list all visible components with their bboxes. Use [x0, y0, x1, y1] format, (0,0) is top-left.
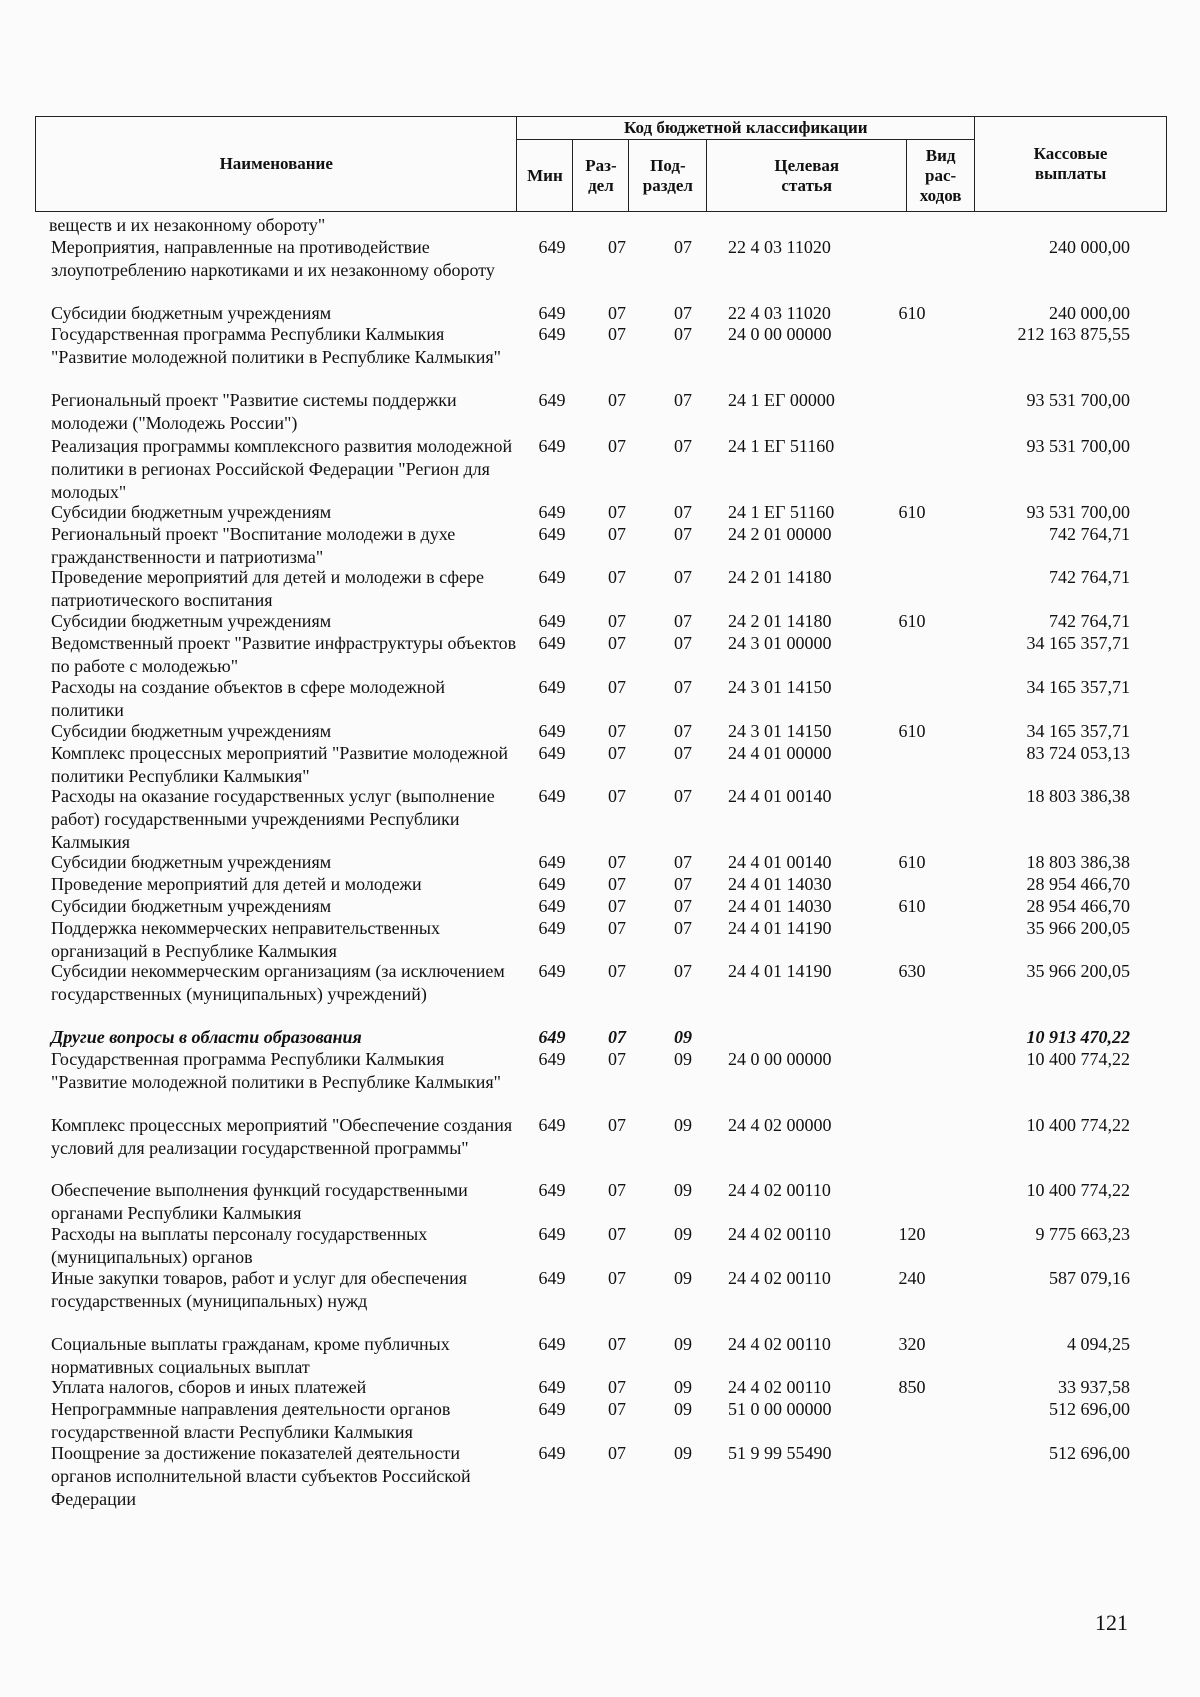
row-razdel: 07: [608, 1333, 626, 1354]
table-row: [0, 1179, 1200, 1223]
row-amount: 93 531 700,00: [1026, 390, 1130, 411]
row-vid: 610: [898, 895, 926, 916]
row-min: 649: [538, 1333, 566, 1354]
row-podrazdel: 07: [674, 917, 692, 938]
row-razdel: 07: [608, 720, 626, 741]
row-razdel: 07: [608, 523, 626, 544]
row-podrazdel: 07: [674, 676, 692, 697]
table-row: [0, 960, 1200, 1026]
row-podrazdel: 07: [674, 720, 692, 741]
row-amount: 34 165 357,71: [1026, 720, 1130, 741]
row-amount: 28 954 466,70: [1026, 873, 1130, 894]
row-podrazdel: 09: [674, 1443, 692, 1464]
row-amount: 35 966 200,05: [1026, 961, 1130, 982]
row-statya: 24 4 02 00000: [728, 1114, 832, 1135]
table-row: [0, 1026, 1200, 1048]
row-podrazdel: 07: [674, 786, 692, 807]
row-razdel: 07: [608, 676, 626, 697]
row-min: 649: [538, 720, 566, 741]
table-row: [0, 1267, 1200, 1333]
row-min: 649: [538, 873, 566, 894]
row-name: Субсидии некоммерческим организациям (за исключением государственных (муниципальных) учреждений): [51, 961, 505, 1005]
row-name: веществ и их незаконному обороту": [49, 215, 326, 235]
row-statya: 24 4 01 14190: [728, 917, 832, 938]
header-podrazdel: Под- раздел: [629, 140, 707, 212]
row-name: Региональный проект "Развитие системы поддержки молодежи ("Молодежь России"): [51, 390, 457, 434]
row-amount: 240 000,00: [1049, 302, 1130, 323]
row-amount: 587 079,16: [1049, 1268, 1130, 1288]
table-body: [0, 214, 1200, 1508]
row-vid: 320: [898, 1333, 926, 1354]
row-statya: 24 4 02 00110: [728, 1224, 831, 1245]
header-kbk: Код бюджетной классификации: [517, 117, 975, 140]
header-name: Наименование: [36, 117, 517, 212]
row-statya: 51 9 99 55490: [728, 1443, 832, 1464]
row-vid: 630: [898, 961, 926, 982]
row-name: Комплекс процессных мероприятий "Развитие молодежной политики Республики Калмыкия": [51, 742, 509, 786]
row-min: 649: [538, 501, 566, 522]
row-podrazdel: 07: [674, 851, 692, 872]
row-name: Поддержка некоммерческих неправительственных организаций в Республике Калмыкия: [51, 917, 440, 961]
row-podrazdel: 07: [674, 611, 692, 632]
table-row: [0, 1333, 1200, 1377]
row-razdel: 07: [608, 501, 626, 522]
header-razdel: Раз- дел: [573, 140, 629, 212]
row-razdel: 07: [608, 1114, 626, 1135]
row-min: 649: [538, 1443, 566, 1464]
row-podrazdel: 07: [674, 523, 692, 544]
row-min: 649: [538, 523, 566, 544]
row-statya: 24 0 00 00000: [728, 1049, 832, 1070]
row-vid: 610: [898, 851, 926, 872]
row-vid: 240: [898, 1268, 926, 1288]
row-name: Субсидии бюджетным учреждениям: [51, 501, 332, 522]
row-name: Непрограммные направления деятельности органов государственной власти Республики Калмыкия: [51, 1399, 451, 1443]
row-vid: 610: [898, 720, 926, 741]
row-amount: 28 954 466,70: [1026, 895, 1130, 916]
table-row: [0, 523, 1200, 567]
row-min: 649: [538, 611, 566, 632]
row-podrazdel: 07: [674, 961, 692, 982]
row-razdel: 07: [608, 1268, 626, 1288]
row-statya: 24 4 01 14030: [728, 873, 832, 894]
row-podrazdel: 07: [674, 895, 692, 916]
header-vyplaty: Кассовые выплаты: [975, 117, 1167, 212]
row-amount: 212 163 875,55: [1017, 324, 1130, 345]
row-razdel: 07: [608, 633, 626, 654]
row-name: Обеспечение выполнения функций государственными органами Республики Калмыкия: [51, 1180, 468, 1224]
row-razdel: 07: [608, 1027, 626, 1048]
row-amount: 18 803 386,38: [1026, 786, 1130, 807]
header-min: Мин: [517, 140, 573, 212]
row-amount: 83 724 053,13: [1026, 742, 1130, 763]
row-statya: 24 4 01 00140: [728, 786, 832, 807]
row-podrazdel: 07: [674, 633, 692, 654]
row-statya: 24 4 01 14030: [728, 895, 832, 916]
row-name: Региональный проект "Воспитание молодежи в духе гражданственности и патриотизма": [51, 523, 456, 567]
table-row: [0, 632, 1200, 676]
row-statya: 24 0 00 00000: [728, 324, 832, 345]
row-name: Субсидии бюджетным учреждениям: [51, 720, 332, 741]
row-name: Государственная программа Республики Калмыкия "Развитие молодежной политики в Республике Калмыкия": [51, 1049, 502, 1093]
row-min: 649: [538, 390, 566, 411]
row-statya: 24 2 01 14180: [728, 567, 832, 588]
row-statya: 24 3 01 14150: [728, 676, 832, 697]
row-razdel: 07: [608, 851, 626, 872]
row-podrazdel: 07: [674, 435, 692, 456]
row-min: 649: [538, 1114, 566, 1135]
row-podrazdel: 09: [674, 1180, 692, 1201]
table-header: [35, 116, 1167, 212]
row-min: 649: [538, 961, 566, 982]
row-name: Государственная программа Республики Калмыкия "Развитие молодежной политики в Республике Калмыкия": [51, 324, 502, 368]
row-podrazdel: 09: [674, 1224, 692, 1245]
row-name: Расходы на оказание государственных услуг (выполнение работ) государственными учреждениями Республики Калмыкия: [51, 786, 495, 853]
row-vid: 850: [898, 1377, 926, 1398]
row-name: Уплата налогов, сборов и иных платежей: [51, 1377, 367, 1398]
table-row: [0, 1376, 1200, 1398]
header-statya: Целевая статья: [707, 140, 907, 212]
row-min: 649: [538, 1399, 566, 1420]
row-razdel: 07: [608, 324, 626, 345]
row-podrazdel: 09: [674, 1377, 692, 1398]
row-podrazdel: 07: [674, 501, 692, 522]
row-statya: 24 3 01 14150: [728, 720, 832, 741]
row-vid: 610: [898, 611, 926, 632]
row-amount: 512 696,00: [1049, 1399, 1130, 1420]
row-min: 649: [538, 324, 566, 345]
row-statya: 22 4 03 11020: [728, 302, 831, 323]
row-razdel: 07: [608, 435, 626, 456]
row-name: Другие вопросы в области образования: [51, 1027, 362, 1048]
table-row: [0, 435, 1200, 501]
row-statya: 24 4 02 00110: [728, 1180, 831, 1201]
table-row: [0, 236, 1200, 302]
table-row: [0, 1223, 1200, 1267]
row-amount: 240 000,00: [1049, 236, 1130, 257]
row-statya: 24 4 01 00140: [728, 851, 832, 872]
table-row: [0, 785, 1200, 851]
row-statya: 24 1 ЕГ 00000: [728, 390, 835, 411]
row-vid: 610: [898, 302, 926, 323]
row-name: Мероприятия, направленные на противодействие злоупотреблению наркотиками и их незаконному обороту: [51, 236, 495, 280]
row-razdel: 07: [608, 1377, 626, 1398]
row-podrazdel: 07: [674, 742, 692, 763]
row-amount: 10 400 774,22: [1026, 1180, 1130, 1201]
row-amount: 34 165 357,71: [1026, 633, 1130, 654]
row-amount: 742 764,71: [1049, 523, 1130, 544]
table-row: [0, 389, 1200, 435]
row-razdel: 07: [608, 742, 626, 763]
row-min: 649: [538, 1049, 566, 1070]
row-statya: 24 1 ЕГ 51160: [728, 501, 835, 522]
row-name: Расходы на создание объектов в сфере молодежной политики: [51, 676, 446, 720]
row-podrazdel: 09: [674, 1333, 692, 1354]
row-min: 649: [538, 302, 566, 323]
row-name: Субсидии бюджетным учреждениям: [51, 895, 332, 916]
row-razdel: 07: [608, 567, 626, 588]
row-razdel: 07: [608, 236, 626, 257]
table-row: [0, 302, 1200, 324]
row-min: 649: [538, 851, 566, 872]
row-min: 649: [538, 917, 566, 938]
row-statya: 22 4 03 11020: [728, 236, 831, 257]
row-min: 649: [538, 1027, 566, 1048]
row-min: 649: [538, 1377, 566, 1398]
row-podrazdel: 07: [674, 302, 692, 323]
row-razdel: 07: [608, 873, 626, 894]
row-podrazdel: 07: [674, 873, 692, 894]
table-row: [0, 917, 1200, 961]
row-razdel: 07: [608, 302, 626, 323]
table-row: [0, 610, 1200, 632]
row-statya: 24 2 01 00000: [728, 523, 832, 544]
row-razdel: 07: [608, 390, 626, 411]
row-name: Ведомственный проект "Развитие инфраструктуры объектов по работе с молодежью": [51, 633, 517, 677]
row-statya: 24 3 01 00000: [728, 633, 832, 654]
row-name: Комплекс процессных мероприятий "Обеспечение создания условий для реализации государственной программы": [51, 1114, 513, 1158]
row-amount: 9 775 663,23: [1035, 1224, 1130, 1245]
row-statya: 24 4 02 00110: [728, 1268, 831, 1288]
page-number: 121: [1095, 1610, 1128, 1635]
table-row: [0, 742, 1200, 786]
row-statya: 24 4 02 00110: [728, 1333, 831, 1354]
row-amount: 10 400 774,22: [1026, 1049, 1130, 1070]
row-razdel: 07: [608, 1443, 626, 1464]
row-podrazdel: 09: [674, 1027, 692, 1048]
table-row: [0, 566, 1200, 610]
row-amount: 10 400 774,22: [1026, 1114, 1130, 1135]
row-min: 649: [538, 742, 566, 763]
row-min: 649: [538, 895, 566, 916]
row-min: 649: [538, 1268, 566, 1288]
row-statya: 24 2 01 14180: [728, 611, 832, 632]
row-name: Субсидии бюджетным учреждениям: [51, 302, 332, 323]
row-vid: 120: [898, 1224, 926, 1245]
row-name: Расходы на выплаты персоналу государственных (муниципальных) органов: [51, 1224, 428, 1268]
row-amount: 93 531 700,00: [1026, 435, 1130, 456]
row-razdel: 07: [608, 611, 626, 632]
header-vid: Вид рас- ходов: [907, 140, 975, 212]
table-row: [0, 1398, 1200, 1442]
row-min: 649: [538, 1224, 566, 1245]
row-amount: 10 913 470,22: [1026, 1027, 1130, 1048]
table-row: [0, 720, 1200, 742]
row-amount: 742 764,71: [1049, 611, 1130, 632]
table-row: [0, 1442, 1200, 1508]
row-name: Проведение мероприятий для детей и молодежи: [51, 873, 422, 894]
row-min: 649: [538, 786, 566, 807]
row-razdel: 07: [608, 786, 626, 807]
row-razdel: 07: [608, 1224, 626, 1245]
row-razdel: 07: [608, 1049, 626, 1070]
row-razdel: 07: [608, 1180, 626, 1201]
row-statya: 24 4 01 00000: [728, 742, 832, 763]
row-amount: 35 966 200,05: [1026, 917, 1130, 938]
row-name: Проведение мероприятий для детей и молодежи в сфере патриотического воспитания: [51, 567, 484, 611]
row-amount: 512 696,00: [1049, 1443, 1130, 1464]
row-podrazdel: 09: [674, 1049, 692, 1070]
row-amount: 33 937,58: [1058, 1377, 1130, 1398]
row-amount: 4 094,25: [1067, 1333, 1130, 1354]
row-amount: 34 165 357,71: [1026, 676, 1130, 697]
row-amount: 18 803 386,38: [1026, 851, 1130, 872]
row-name: Поощрение за достижение показателей деятельности органов исполнительной власти субъектов Российской Федерации: [51, 1443, 471, 1510]
row-name: Реализация программы комплексного развития молодежной политики в регионах Российской Федерации "Регион для молодых": [51, 435, 513, 502]
row-min: 649: [538, 435, 566, 456]
row-name: Иные закупки товаров, работ и услуг для обеспечения государственных (муниципальных) нужд: [51, 1268, 467, 1311]
row-podrazdel: 09: [674, 1114, 692, 1135]
table-row: [0, 1048, 1200, 1114]
row-vid: 610: [898, 501, 926, 522]
row-min: 649: [538, 567, 566, 588]
row-razdel: 07: [608, 917, 626, 938]
row-podrazdel: 07: [674, 567, 692, 588]
table-row: [0, 501, 1200, 523]
row-podrazdel: 09: [674, 1399, 692, 1420]
row-razdel: 07: [608, 895, 626, 916]
table-row: [0, 323, 1200, 389]
row-statya: 24 1 ЕГ 51160: [728, 435, 835, 456]
table-row: [0, 1114, 1200, 1180]
row-podrazdel: 09: [674, 1268, 692, 1288]
row-min: 649: [538, 633, 566, 654]
table-row: [0, 873, 1200, 895]
row-podrazdel: 07: [674, 236, 692, 257]
row-min: 649: [538, 676, 566, 697]
row-statya: 24 4 01 14190: [728, 961, 832, 982]
table-row: [0, 676, 1200, 720]
row-amount: 93 531 700,00: [1026, 501, 1130, 522]
row-name: Социальные выплаты гражданам, кроме публичных нормативных социальных выплат: [51, 1333, 450, 1377]
row-name: Субсидии бюджетным учреждениям: [51, 611, 332, 632]
row-min: 649: [538, 1180, 566, 1201]
table-row: [0, 851, 1200, 873]
row-podrazdel: 07: [674, 324, 692, 345]
row-razdel: 07: [608, 1399, 626, 1420]
row-statya: 24 4 02 00110: [728, 1377, 831, 1398]
table-row: [0, 895, 1200, 917]
row-statya: 51 0 00 00000: [728, 1399, 832, 1420]
table-row: [0, 214, 1200, 236]
row-razdel: 07: [608, 961, 626, 982]
row-min: 649: [538, 236, 566, 257]
row-name: Субсидии бюджетным учреждениям: [51, 851, 332, 872]
row-amount: 742 764,71: [1049, 567, 1130, 588]
row-podrazdel: 07: [674, 390, 692, 411]
